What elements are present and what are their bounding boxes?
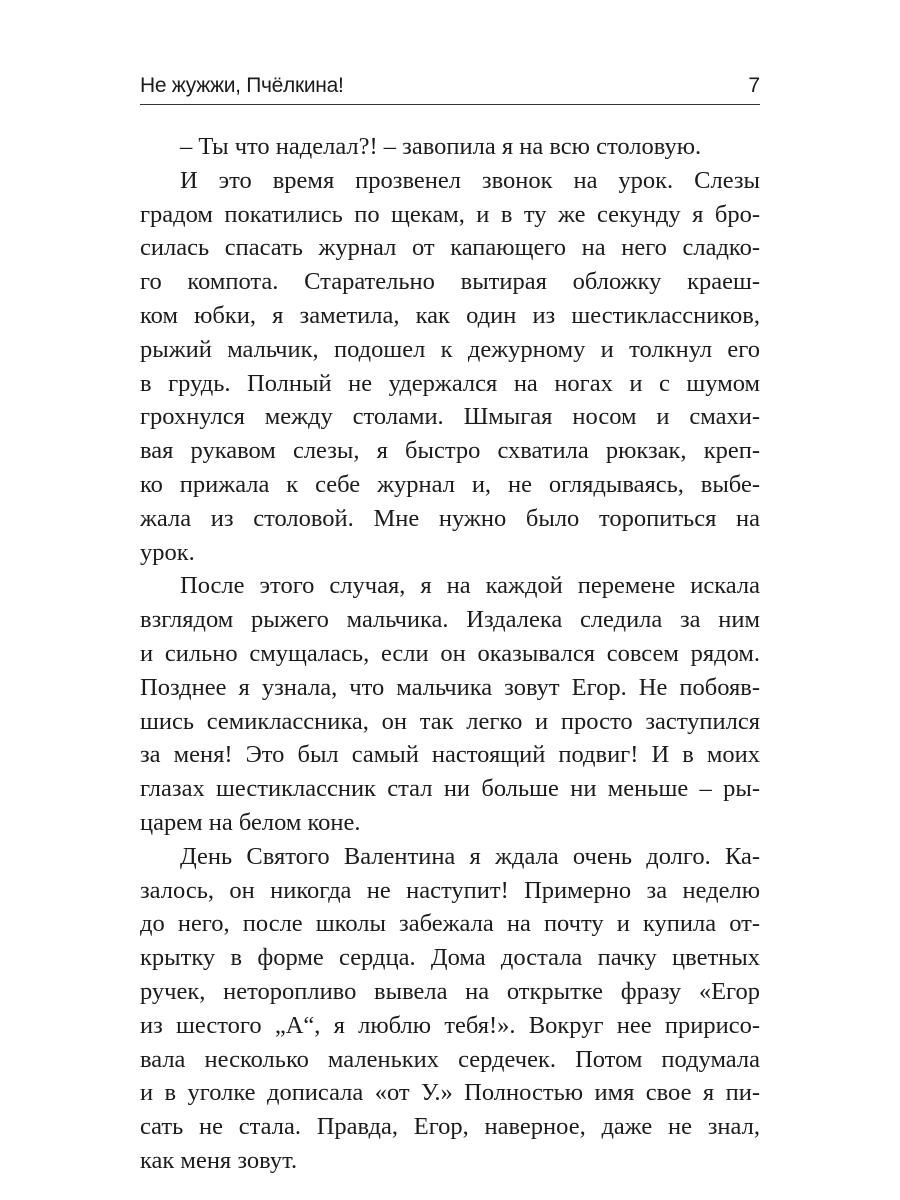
text-line: День Святого Валентина я ждала очень долго. Ка- [180, 842, 760, 870]
text-line: го компота. Старательно вытирая обложку краеш- [140, 268, 760, 296]
text-line: рыжий мальчик, подошел к дежурному и толкнул его [140, 335, 760, 363]
text-line: крытку в форме сердца. Дома достала пачку цветных [140, 944, 760, 972]
running-header [140, 72, 760, 105]
text-line: взглядом рыжего мальчика. Издалека следила за ним [140, 606, 760, 634]
text-line: жала из столовой. Мне нужно было торопиться на [140, 504, 760, 532]
text-line: грохнулся между столами. Шмыгая носом и смахи- [140, 403, 760, 431]
text-line: градом покатились по щекам, и в ту же секунду я бро- [140, 200, 760, 228]
text-line: и в уголке дописала «от У.» Полностью имя свое я пи- [140, 1079, 760, 1107]
text-line: шись семиклассника, он так легко и просто заступился [140, 707, 760, 735]
text-line: из шестого „А“, я люблю тебя!». Вокруг нее пририсо- [140, 1011, 760, 1039]
text-line: ручек, неторопливо вывела на открытке фразу «Егор [140, 977, 760, 1005]
text-line: урок. [140, 538, 195, 566]
text-line: сать не стала. Правда, Егор, наверное, даже не знал, [140, 1113, 760, 1141]
text-line: как меня зовут. [140, 1146, 298, 1174]
page-body-text [140, 130, 760, 1178]
paragraph [140, 164, 760, 570]
text-line: залось, он никогда не наступит! Примерно за неделю [140, 876, 760, 904]
text-line: ко прижала к себе журнал и, не оглядываясь, выбе- [140, 470, 760, 498]
text-line: царем на белом коне. [140, 808, 361, 836]
text-line: за меня! Это был самый настоящий подвиг! И в моих [140, 741, 760, 769]
text-line: И это время прозвенел звонок на урок. Слезы [180, 166, 760, 194]
page-number: 7 [748, 74, 760, 97]
paragraph [140, 569, 760, 839]
text-line: в грудь. Полный не удержался на ногах и с шумом [140, 369, 760, 397]
text-line: до него, после школы забежала на почту и купила от- [140, 910, 760, 938]
text-line: – Ты что наделал?! – завопила я на всю столовую. [180, 133, 702, 160]
paragraph [140, 130, 760, 164]
text-line: глазах шестиклассник стал ни больше ни меньше – ры- [140, 775, 760, 803]
text-line: силась спасать журнал от капающего на него сладко- [140, 234, 760, 262]
running-title: Не жужжи, Пчёлкина! [140, 74, 344, 97]
text-line: и сильно смущалась, если он оказывался совсем рядом. [140, 639, 760, 667]
text-line: вала несколько маленьких сердечек. Потом подумала [140, 1045, 760, 1073]
text-line: После этого случая, я на каждой перемене искала [180, 572, 760, 600]
text-line: вая рукавом слезы, я быстро схватила рюкзак, креп- [140, 437, 760, 465]
paragraph [140, 840, 760, 1178]
text-line: Позднее я узнала, что мальчика зовут Егор. Не побояв- [140, 673, 760, 701]
text-line: ком юбки, я заметила, как один из шестиклассников, [140, 301, 760, 329]
